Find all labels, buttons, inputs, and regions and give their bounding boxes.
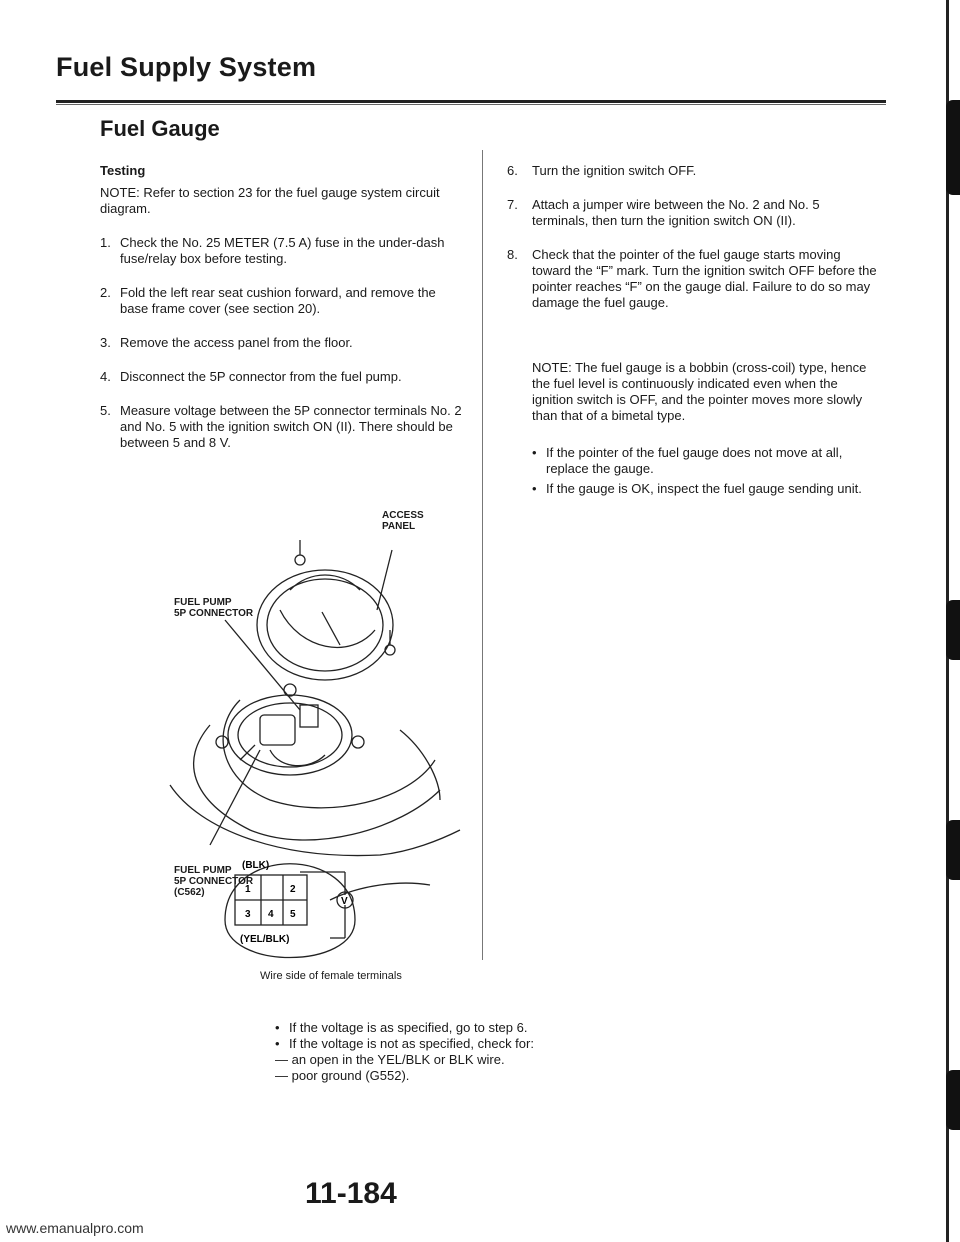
step-7: 7. Attach a jumper wire between the No. 2 and No. 5 terminals, then turn the ignition switch ON (II). (507, 197, 820, 228)
subsection-title: Fuel Gauge (100, 116, 220, 141)
pin-1: 1 (245, 884, 251, 895)
pin-2: 2 (290, 884, 296, 895)
label-access-panel: ACCESS PANEL (382, 510, 424, 532)
note-bobbin-type: NOTE: The fuel gauge is a bobbin (cross-coil) type, hence the fuel level is continuously indicated even when the ignition switch is OFF, and the pointer moves more slowly than that of a bimetal type. (532, 360, 867, 423)
binding-mark-2 (946, 600, 960, 660)
note-circuit-diagram: NOTE: Refer to section 23 for the fuel gauge system circuit diagram. (100, 185, 440, 216)
step-8: 8. Check that the pointer of the fuel gauge starts moving toward the “F” mark. Turn the ignition switch OFF before the pointer reaches “F” on the gauge dial. Failure to do so may damage the fuel gauge. (507, 247, 877, 310)
wire-yel-blk-label: (YEL/BLK) (240, 934, 290, 945)
bullet-replace-gauge: • If the pointer of the fuel gauge does not move at all, replace the gauge. (532, 445, 882, 477)
title-rule (56, 100, 886, 103)
fuel-pump-diagram (140, 500, 470, 980)
binding-mark-4 (946, 1070, 960, 1130)
binding-mark-1 (946, 100, 960, 195)
steps-left-list (100, 235, 462, 469)
section-title: Fuel Supply System (56, 52, 317, 82)
step-3: 3. Remove the access panel from the floor. (100, 335, 353, 350)
binding-mark-3 (946, 820, 960, 880)
step-5: 5. Measure voltage between the 5P connector terminals No. 2 and No. 5 with the ignition switch ON (II). There should be between 5 and 8 V. (100, 403, 462, 450)
bullets-right-list (532, 445, 882, 501)
voltmeter-symbol: V (341, 896, 348, 907)
bullets-bottom-list (275, 1020, 635, 1052)
dash-list (275, 1052, 635, 1084)
dash-open-wire: — an open in the YEL/BLK or BLK wire. (275, 1052, 505, 1067)
bullet-voltage-not-ok: • If the voltage is not as specified, check for: (275, 1036, 635, 1052)
title-rule-thin (56, 104, 886, 105)
column-divider (482, 150, 483, 960)
label-fuel-pump-connector: FUEL PUMP 5P CONNECTOR (174, 597, 254, 619)
page-number: 11-184 (305, 1177, 397, 1210)
bullet-voltage-ok: • If the voltage is as specified, go to step 6. (275, 1020, 635, 1036)
step-6: 6. Turn the ignition switch OFF. (507, 163, 697, 178)
pin-4: 4 (268, 909, 274, 920)
pin-5: 5 (290, 909, 296, 920)
diagram-caption: Wire side of female terminals (260, 970, 402, 982)
dash-poor-ground: — poor ground (G552). (275, 1068, 410, 1083)
step-2: 2. Fold the left rear seat cushion forward, and remove the base frame cover (see section 20). (100, 285, 436, 316)
step-4: 4. Disconnect the 5P connector from the fuel pump. (100, 369, 402, 384)
pin-3: 3 (245, 909, 251, 920)
footer-url[interactable]: www.emanualpro.com (6, 1220, 144, 1236)
step-1: 1. Check the No. 25 METER (7.5 A) fuse in the under-dash fuse/relay box before testing. (100, 235, 445, 266)
testing-heading: Testing (100, 163, 146, 178)
wire-blk-label: (BLK) (242, 860, 270, 871)
steps-right-list (507, 163, 879, 329)
bullet-inspect-sending-unit: • If the gauge is OK, inspect the fuel gauge sending unit. (532, 481, 882, 497)
label-connector-c562: FUEL PUMP 5P CONNECTOR (C562) (174, 865, 254, 898)
